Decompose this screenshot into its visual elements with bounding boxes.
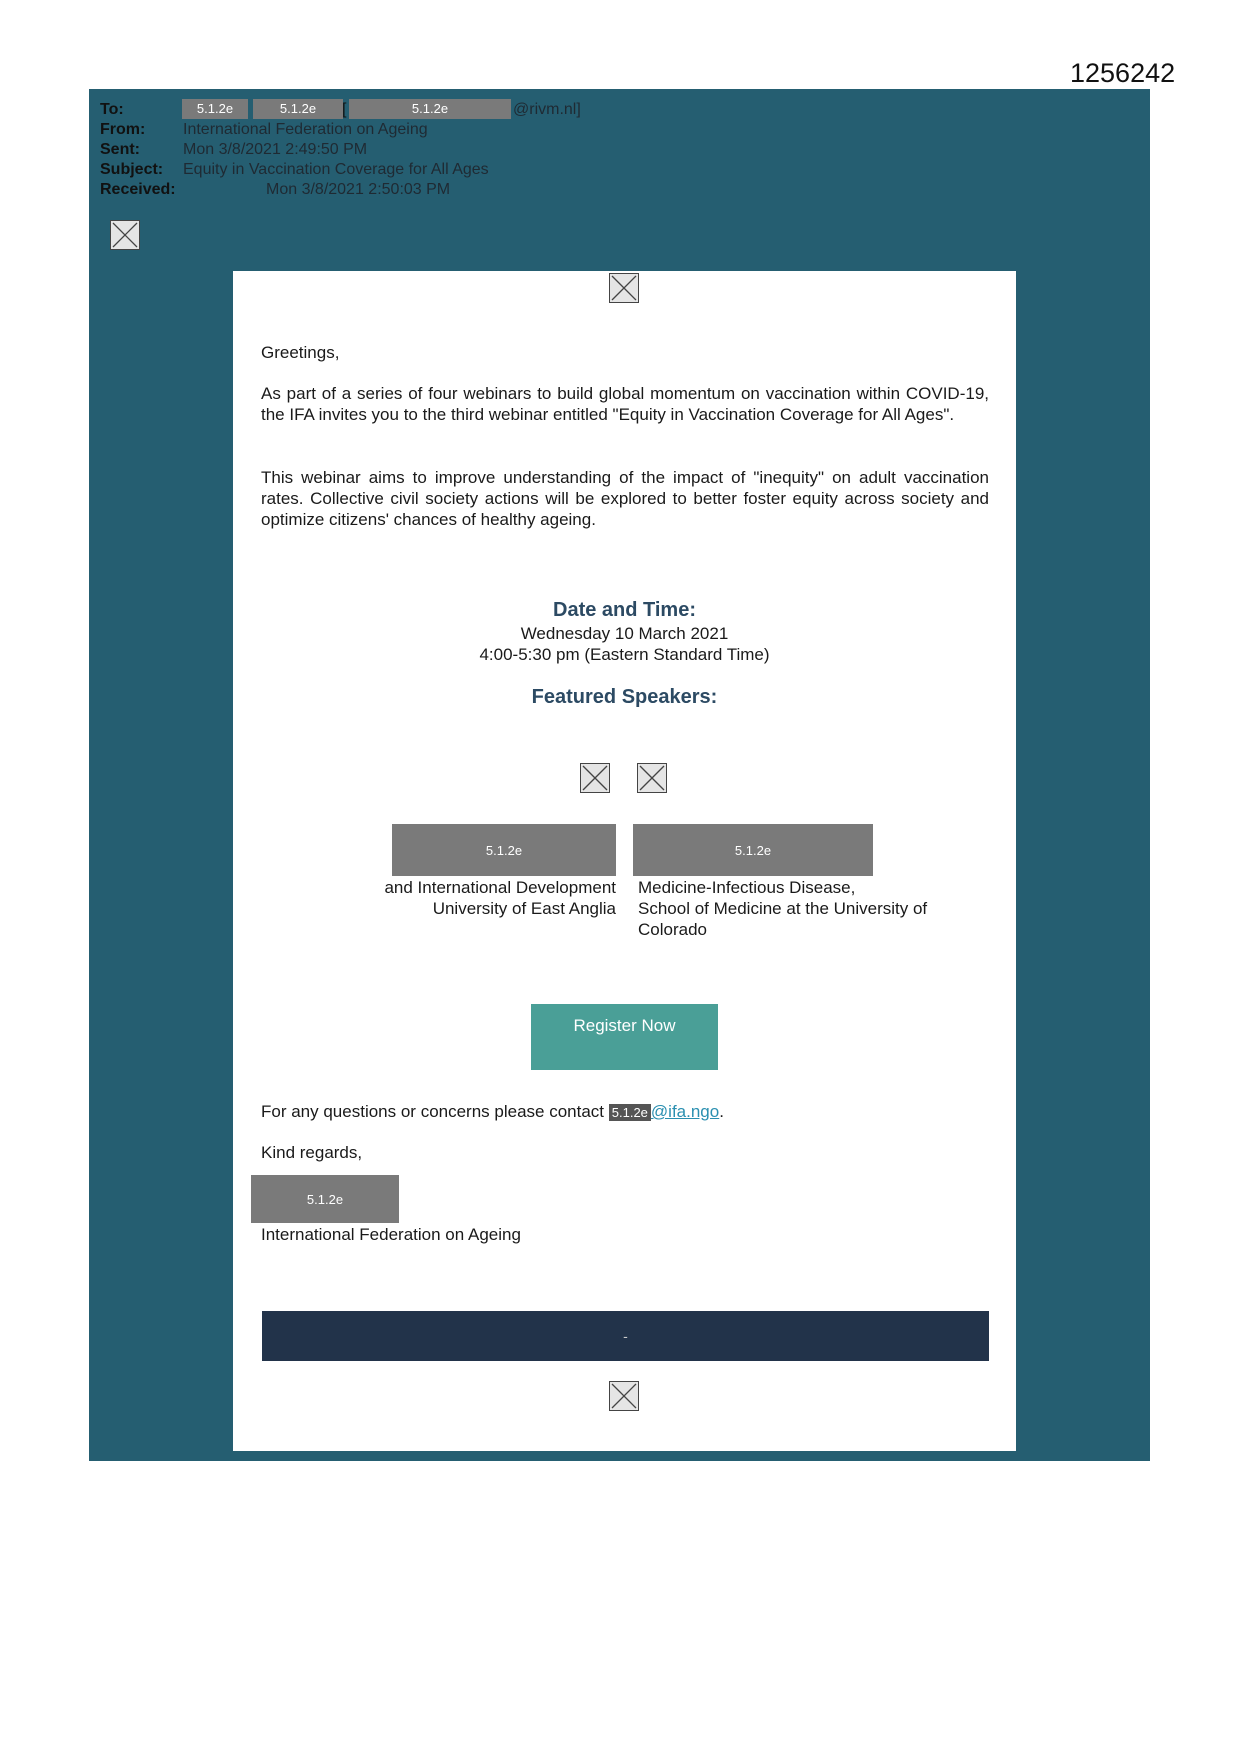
footer-image-icon [609,1381,639,1411]
to-redaction-1: 5.1.2e [182,99,248,119]
contact-email-link[interactable]: @ifa.ngo [650,1102,720,1121]
closing: Kind regards, [261,1143,363,1162]
document-number: 1256242 [1070,58,1176,88]
speaker-1-affiliation [333,877,616,919]
description-paragraph: This webinar aims to improve understanding of the impact of "inequity" on adult vaccination rates. Collective civil society actions will be explored to better foster equity across society and optimize citizens' chances of healthy ageing. [261,468,989,529]
to-redaction-2: 5.1.2e [253,99,343,119]
greeting: Greetings, [261,343,340,362]
contact-line [261,1101,724,1123]
email-header [89,89,1150,209]
to-bracket: [ [342,101,347,118]
event-time: 4:00-5:30 pm (Eastern Standard Time) [479,645,770,664]
sent-value: Mon 3/8/2021 2:49:50 PM [183,141,368,158]
speaker-2-line-2: School of Medicine at the University of [638,899,928,918]
to-email-suffix: @rivm.nl] [513,101,581,118]
speaker-photo-1-icon [580,763,610,793]
speaker-1-name-redaction: 5.1.2e [392,824,616,876]
event-date: Wednesday 10 March 2021 [520,624,729,643]
sent-label: Sent: [100,141,140,158]
to-label: To: [100,101,124,118]
speaker-1-line-1: and International Development [384,878,616,897]
speaker-2-affiliation [638,877,968,940]
to-redaction-3: 5.1.2e [349,99,511,119]
subject-value: Equity in Vaccination Coverage for All Ages [183,161,489,178]
from-value: International Federation on Ageing [183,121,428,138]
speaker-2-line-3: Colorado [638,920,707,939]
email-body-card [233,271,1016,1451]
contact-prefix: For any questions or concerns please contact [261,1102,605,1121]
contact-email-redaction: 5.1.2e [609,1104,651,1121]
subject-label: Subject: [100,161,164,178]
received-value: Mon 3/8/2021 2:50:03 PM [266,181,451,198]
speaker-2-name-redaction: 5.1.2e [633,824,873,876]
broken-image-icon [110,220,140,250]
signature-redaction: 5.1.2e [251,1175,399,1223]
email-container [89,89,1150,1461]
speakers-heading: Featured Speakers: [531,686,718,708]
received-label: Received: [100,181,176,198]
date-time-heading: Date and Time: [553,599,696,621]
speaker-photo-2-icon [637,763,667,793]
organization-name: International Federation on Ageing [261,1225,521,1244]
speaker-2-line-1: Medicine-Infectious Disease, [638,878,856,897]
from-label: From: [100,121,146,138]
intro-paragraph: As part of a series of four webinars to build global momentum on vaccination within COVID-19, the IFA invites you to the third webinar entitled "Equity in Vaccination Coverage for All Ages". [261,384,989,424]
footer-bar: - [262,1311,989,1361]
header-image-icon [609,273,639,303]
contact-suffix: . [719,1102,724,1121]
register-now-button[interactable]: Register Now [531,1004,718,1070]
speaker-1-line-2: University of East Anglia [432,899,616,918]
